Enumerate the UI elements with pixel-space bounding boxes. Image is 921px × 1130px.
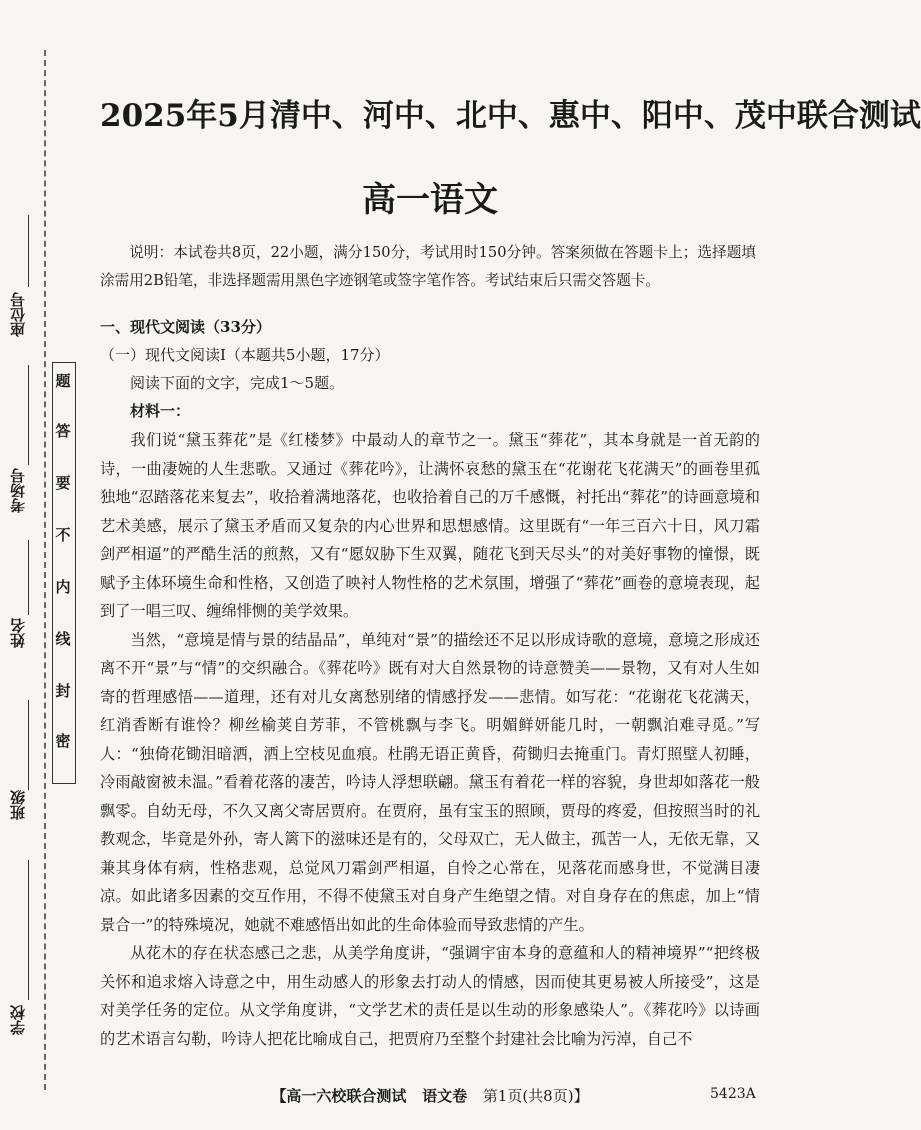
seal-char: 不 xyxy=(55,526,71,544)
binding-dashed-line xyxy=(44,50,46,1090)
exam-room-label: 考场号 xyxy=(9,468,27,513)
class-line[interactable] xyxy=(28,700,29,790)
seal-char: 题 xyxy=(55,372,71,390)
subsection-heading: （一）现代文阅读Ⅰ（本题共5小题，17分） xyxy=(100,346,390,364)
passage xyxy=(100,426,760,1053)
material-label: 材料一： xyxy=(130,402,191,420)
section-heading: 一、现代文阅读（33分） xyxy=(100,318,271,336)
school-label: 学校 xyxy=(9,1005,27,1035)
seal-char: 要 xyxy=(55,474,71,492)
name-line[interactable] xyxy=(28,540,29,615)
reading-instruction: 阅读下面的文字，完成1～5题。 xyxy=(130,374,345,392)
seat-number-label: 座位号 xyxy=(9,292,27,337)
exam-title: 2025年5月清中、河中、北中、惠中、阳中、茂中联合测试 xyxy=(100,98,921,134)
seal-char: 线 xyxy=(55,630,71,648)
seal-char: 封 xyxy=(55,682,71,700)
passage-paragraph: 当然，“意境是情与景的结晶品”，单纯对“景”的描绘还不足以形成诗歌的意境，意境之形成还离不开“景”与“情”的交织融合。《葬花吟》既有对大自然景物的诗意赞美——景物，又有对人生如寄的哲理感悟——道理，还有对儿女离愁别绪的情感抒发——悲情。如写花：“花谢花飞花满天，红消香断有谁怜？柳丝榆荚自芳菲，不管桃飘与李飞。明媚鲜妍能几时，一朝飘泊难寻觅。”写人：“独倚花锄泪暗洒，洒上空枝见血痕。杜鹃无语正黄昏，荷锄归去掩重门。青灯照壁人初睡，冷雨敲窗被未温。”看着花落的凄苦，吟诗人浮想联翩。黛玉有着花一样的容貌，身世却如落花一般飘零。自幼无母，不久又离父寄居贾府。在贾府，虽有宝玉的照顾，贾母的疼爱，但按照当时的礼教观念，毕竟是外孙，寄人篱下的滋味还是有的，父母双亡，无人做主，孤苦一人，无依无靠，又兼其身体有病，性格悲观，总觉风刀霜剑严相逼，自怜之心常在，见落花而感身世，不觉满目凄凉。如此诸多因素的交互作用，不得不使黛玉对自身产生绝望之情。对自身存在的焦虑，加上“情景合一”的特殊境况，她就不难感悟出如此的生命体验而导致悲情的产生。 xyxy=(100,630,760,934)
passage-paragraph: 我们说“黛玉葬花”是《红楼梦》中最动人的章节之一。黛玉“葬花”，其本身就是一首无韵的诗，一曲凄婉的人生悲歌。又通过《葬花吟》，让满怀哀愁的黛玉在“花谢花飞花满天”的画卷里孤独地“忍踏落花来复去”，收拾着满地落花，也收拾着自己的万千感慨，衬托出“葬花”的诗画意境和艺术美感，展示了黛玉矛盾而又复杂的内心世界和思想感情。这里既有“一年三百六十日，风刀霜剑严相逼”的严酷生活的煎熬，又有“愿奴胁下生双翼，随花飞到天尽头”的对美好事物的憧憬，既赋予主体环境生命和性格，又创造了映衬人物性格的艺术氛围，增强了“葬花”画卷的意境表现，起到了一唱三叹、缠绵悱恻的美学效果。 xyxy=(100,431,760,620)
page-footer xyxy=(100,1085,760,1106)
name-label: 姓名 xyxy=(9,618,27,648)
seal-char: 内 xyxy=(55,578,71,596)
seat-number-line[interactable] xyxy=(28,215,29,287)
footer-page-number: 第1页(共8页)】 xyxy=(482,1087,589,1105)
footer-subject: 语文卷 xyxy=(422,1087,468,1105)
binding-margin xyxy=(0,0,100,1130)
seal-char: 密 xyxy=(55,732,71,750)
exam-instructions: 说明：本试卷共8页，22小题，满分150分，考试用时150分钟。答案须做在答题卡上；选择题填涂需用2B铅笔，非选择题需用黑色字迹钢笔或签字笔作答。考试结束后只需交答题卡。 xyxy=(100,244,756,289)
school-line[interactable] xyxy=(28,860,29,1000)
subject-title: 高一语文 xyxy=(362,180,498,220)
paper-code: 5423A xyxy=(710,1086,756,1102)
class-label: 班级 xyxy=(9,790,27,820)
footer-exam-name: 【高一六校联合测试 xyxy=(271,1087,407,1105)
exam-page xyxy=(100,0,921,1130)
passage-paragraph: 从花木的存在状态感己之悲，从美学角度讲，“强调宇宙本身的意蕴和人的精神境界”“把终极关怀和追求熔入诗意之中，用生动感人的形象去打动人的情感，因而使其更易被人所接受”，这是对美学任务的定位。从文学角度讲，“文学艺术的责任是以生动的形象感染人”。《葬花吟》以诗画的艺术语言勾勒，吟诗人把花比喻成自己，把贾府乃至整个封建社会比喻为污淖，自己不 xyxy=(100,944,760,1048)
seal-char: 答 xyxy=(55,422,71,440)
exam-room-line[interactable] xyxy=(28,365,29,465)
